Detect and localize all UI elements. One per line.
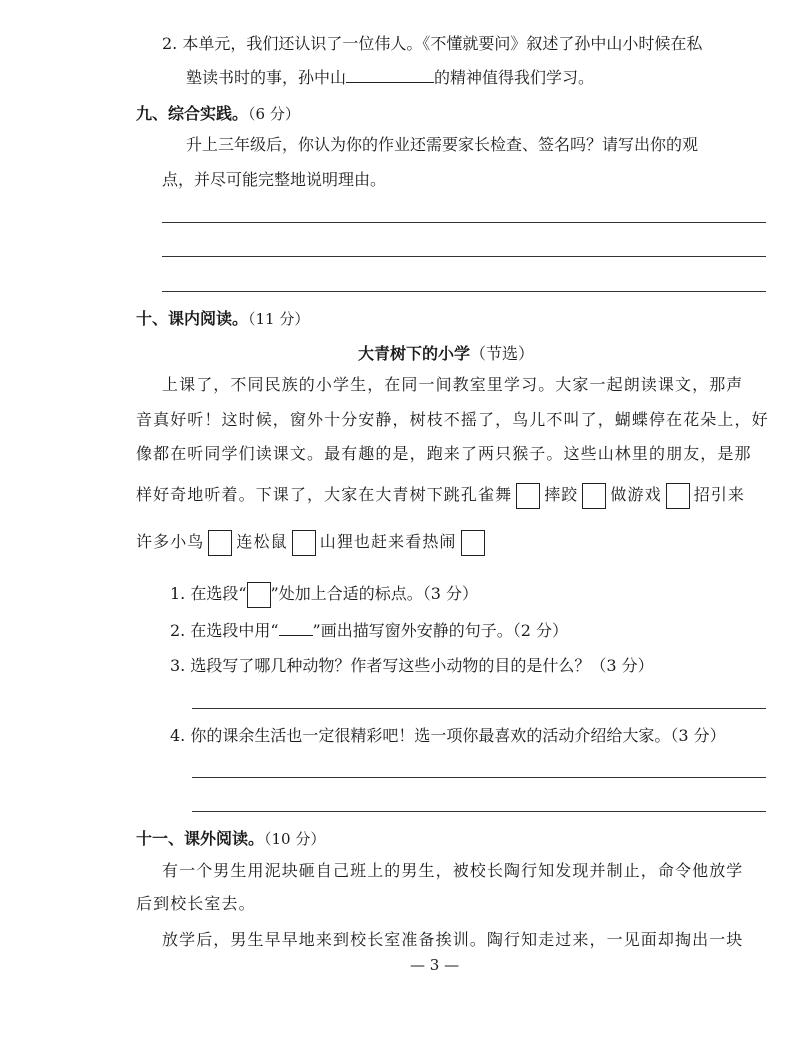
- passage-line-1: 上课了，不同民族的小学生，在同一间教室里学习。大家一起朗读课文，那声: [162, 375, 744, 394]
- section-score: （11 分）: [248, 310, 310, 328]
- punctuation-box[interactable]: [461, 530, 485, 556]
- s10-question-2: [170, 621, 568, 641]
- question-text: ”处加上合适的标点。（3 分）: [270, 584, 478, 603]
- passage-line-5: [136, 527, 489, 557]
- s11-passage-line-1: 有一个男生用泥块砸自己班上的男生，被校长陶行知发现并制止，命令他放学: [162, 861, 744, 880]
- punctuation-box[interactable]: [582, 483, 606, 509]
- page-number: — 3 —: [410, 956, 460, 974]
- q8-item2-text-b: 的精神值得我们学习。: [434, 68, 595, 87]
- punctuation-box[interactable]: [292, 530, 316, 556]
- passage-text: 许多小鸟: [136, 532, 205, 551]
- section-heading-text: 十一、课外阅读。: [136, 829, 265, 848]
- passage-line-4: [136, 480, 745, 510]
- passage-text: 摔跤: [544, 485, 579, 504]
- answer-line[interactable]: [162, 291, 766, 292]
- s9-prompt-line2: 点，并尽可能完整地说明理由。: [162, 170, 387, 189]
- passage-text: 山狸也赶来看热闹: [319, 532, 457, 551]
- punctuation-box[interactable]: [208, 530, 232, 556]
- answer-line[interactable]: [192, 811, 766, 812]
- section-score: （6 分）: [248, 105, 300, 123]
- s11-passage-line-3: 放学后，男生早早地来到校长室准备挨训。陶行知走过来，一见面却掏出一块: [162, 930, 744, 949]
- s10-question-1: [170, 580, 478, 608]
- answer-line[interactable]: [192, 777, 766, 778]
- s10-question-4: 4. 你的课余生活也一定很精彩吧！选一项你最喜欢的活动介绍给大家。（3 分）: [170, 726, 726, 745]
- section-9-heading: [136, 101, 300, 124]
- section-10-heading: [136, 306, 309, 329]
- answer-line[interactable]: [162, 256, 766, 257]
- s10-question-3: 3. 选段写了哪几种动物？作者写这些小动物的目的是什么？（3 分）: [170, 656, 654, 675]
- question-text: 2. 在选段中用“: [170, 621, 279, 640]
- answer-blank[interactable]: [346, 82, 434, 83]
- section-score: （10 分）: [264, 830, 326, 848]
- passage-title-text: 大青树下的小学: [358, 344, 471, 363]
- s9-prompt-line1: 升上三年级后，你认为你的作业还需要家长检查、签名吗？请写出你的观: [186, 135, 699, 154]
- passage-text: 做游戏: [610, 485, 662, 504]
- q8-item2-text-a: 塾读书时的事，孙中山: [186, 68, 347, 87]
- s11-passage-line-2: 后到校长室去。: [136, 894, 256, 913]
- passage-title-note: （节选）: [470, 344, 535, 363]
- passage-text: 样好奇地听着。下课了，大家在大青树下跳孔雀舞: [136, 485, 513, 504]
- passage-line-3: 像都在听同学们读课文。最有趣的是，跑来了两只猴子。这些山林里的朋友，是那: [136, 444, 752, 463]
- passage-text: 招引来: [693, 485, 746, 504]
- question-text: ”画出描写窗外安静的句子。（2 分）: [312, 621, 568, 640]
- punctuation-box-sample: [247, 582, 271, 608]
- passage-line-2: 音真好听！这时候，窗外十分安静，树枝不摇了，鸟儿不叫了，蝴蝶停在花朵上，好: [136, 410, 769, 429]
- question-text: 1. 在选段“: [170, 584, 247, 603]
- punctuation-box[interactable]: [666, 483, 690, 509]
- q8-item2-line1: 2. 本单元，我们还认识了一位伟人。《不懂就要问》叙述了孙中山小时候在私: [162, 34, 703, 53]
- answer-line[interactable]: [162, 222, 766, 223]
- passage-text: 连松鼠: [236, 532, 288, 551]
- punctuation-box[interactable]: [516, 483, 540, 509]
- underline-sample: [279, 635, 313, 636]
- q8-item2-line2: [186, 68, 594, 88]
- section-heading-text: 九、综合实践。: [136, 104, 249, 123]
- answer-line[interactable]: [192, 708, 766, 709]
- section-heading-text: 十、课内阅读。: [136, 309, 249, 328]
- section-11-heading: [136, 826, 325, 849]
- passage-title: [358, 341, 534, 364]
